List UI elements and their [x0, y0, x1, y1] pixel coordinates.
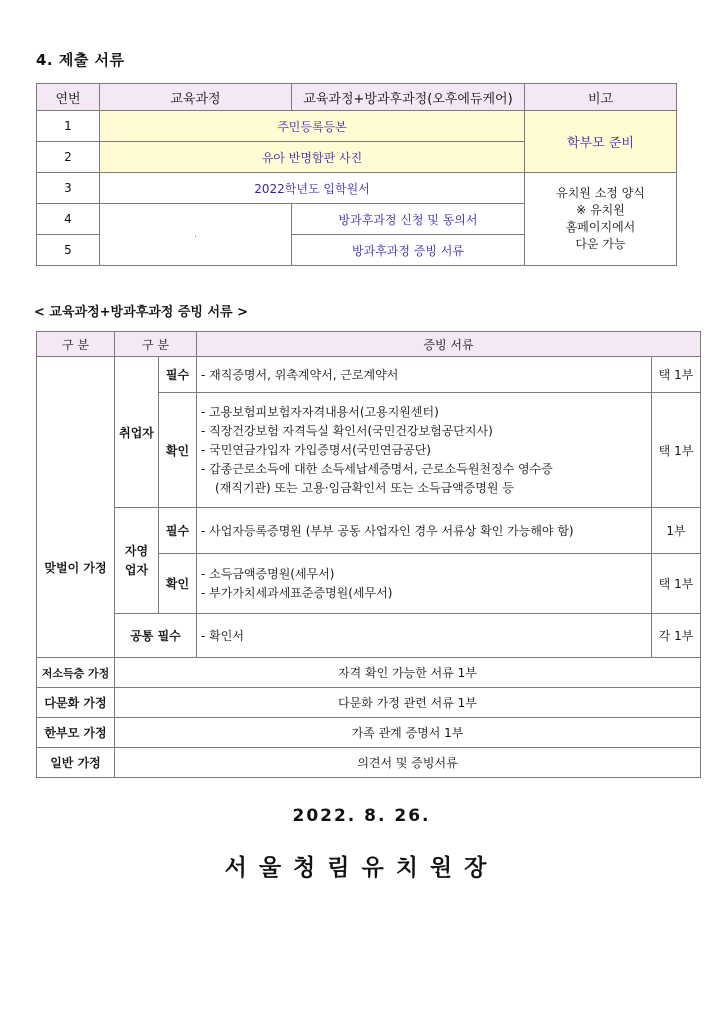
document-name: 가족 관계 증명서 1부	[115, 718, 701, 748]
row-number: 1	[37, 111, 100, 142]
dual-income-label: 맞벌이 가정	[37, 357, 115, 658]
table-row	[37, 508, 701, 554]
note-line: 다운 가능	[575, 237, 626, 251]
table-header-row	[37, 84, 677, 111]
table-row	[37, 658, 701, 688]
note-line: 유치원 소정 양식	[556, 186, 645, 200]
document-list: - 재직증명서, 위촉계약서, 근로계약서	[197, 357, 652, 393]
evidence-documents-table	[36, 331, 701, 778]
table-row	[37, 357, 701, 393]
table-header-row	[37, 332, 701, 357]
quantity: 택 1부	[652, 393, 701, 508]
subsection-title: < 교육과정+방과후과정 증빙 서류 >	[34, 305, 249, 320]
document-list	[197, 554, 652, 614]
row-number: 4	[37, 204, 100, 235]
document-name: 2022학년도 입학원서	[100, 173, 525, 204]
document-name: 유아 반명함판 사진	[100, 142, 525, 173]
document-list	[197, 393, 652, 508]
quantity: 1부	[652, 508, 701, 554]
list-item: - 국민연금가입자 가입증명서(국민연금공단)	[201, 442, 431, 457]
quantity: 택 1부	[652, 357, 701, 393]
list-item: - 소득금액증명원(세무서)	[201, 566, 335, 581]
table-row	[37, 718, 701, 748]
document-name: 다문화 가정 관련 서류 1부	[115, 688, 701, 718]
header-evidence-docs: 증빙 서류	[197, 332, 701, 357]
quantity: 각 1부	[652, 614, 701, 658]
confirm-label: 확인	[159, 554, 197, 614]
header-no: 연번	[37, 84, 100, 111]
quantity: 택 1부	[652, 554, 701, 614]
table-row	[37, 748, 701, 778]
list-item: - 부가가치세과세표준증명원(세무서)	[201, 585, 393, 600]
section-title: 4. 제출 서류	[36, 51, 125, 69]
header-subcategory: 구 분	[115, 332, 197, 357]
table-row	[37, 614, 701, 658]
note-parent-prepare: 학부모 준비	[525, 111, 677, 173]
header-curriculum: 교육과정	[100, 84, 292, 111]
required-label: 필수	[159, 508, 197, 554]
required-label: 필수	[159, 357, 197, 393]
document-name: 의견서 및 증빙서류	[115, 748, 701, 778]
table-row	[37, 688, 701, 718]
signer-name: 서울청림유치원장	[224, 855, 499, 881]
household-type-label: 다문화 가정	[37, 688, 115, 718]
list-item: (재직기관) 또는 고용·임금확인서 또는 소득금액증명원 등	[215, 480, 514, 495]
document-date: 2022. 8. 26.	[292, 806, 431, 826]
household-type-label: 한부모 가정	[37, 718, 115, 748]
table-row	[37, 111, 677, 142]
household-type-label: 일반 가정	[37, 748, 115, 778]
row-number: 3	[37, 173, 100, 204]
note-line: 홈페이지에서	[565, 220, 636, 234]
header-remarks: 비고	[525, 84, 677, 111]
row-number: 5	[37, 235, 100, 266]
list-item: - 고용보험피보험자자격내용서(고용지원센터)	[201, 404, 439, 419]
note-school-form	[525, 173, 677, 266]
list-item: - 직장건강보험 자격득실 확인서(국민건강보험공단지사)	[201, 423, 493, 438]
document-list: - 확인서	[197, 614, 652, 658]
employed-label: 취업자	[115, 357, 159, 508]
table-row	[37, 173, 677, 204]
header-curriculum-aftercare: 교육과정+방과후과정(오후에듀케어)	[292, 84, 525, 111]
confirm-label: 확인	[159, 393, 197, 508]
note-line: ※ 유치원	[576, 203, 625, 217]
empty-curriculum-cell: .	[100, 204, 292, 266]
header-category: 구 분	[37, 332, 115, 357]
list-item: - 갑종근로소득에 대한 소득세납세증명서, 근로소득원천징수 영수증	[201, 461, 553, 476]
document-name: 방과후과정 신청 및 동의서	[292, 204, 525, 235]
self-employed-label: 자영 업자	[115, 508, 159, 614]
document-list: - 사업자등록증명원 (부부 공동 사업자인 경우 서류상 확인 가능해야 함)	[197, 508, 652, 554]
document-name: 자격 확인 가능한 서류 1부	[115, 658, 701, 688]
household-type-label: 저소득층 가정	[37, 658, 115, 688]
submission-documents-table	[36, 83, 677, 266]
common-required-label: 공통 필수	[115, 614, 197, 658]
row-number: 2	[37, 142, 100, 173]
document-name: 주민등록등본	[100, 111, 525, 142]
document-name: 방과후과정 증빙 서류	[292, 235, 525, 266]
